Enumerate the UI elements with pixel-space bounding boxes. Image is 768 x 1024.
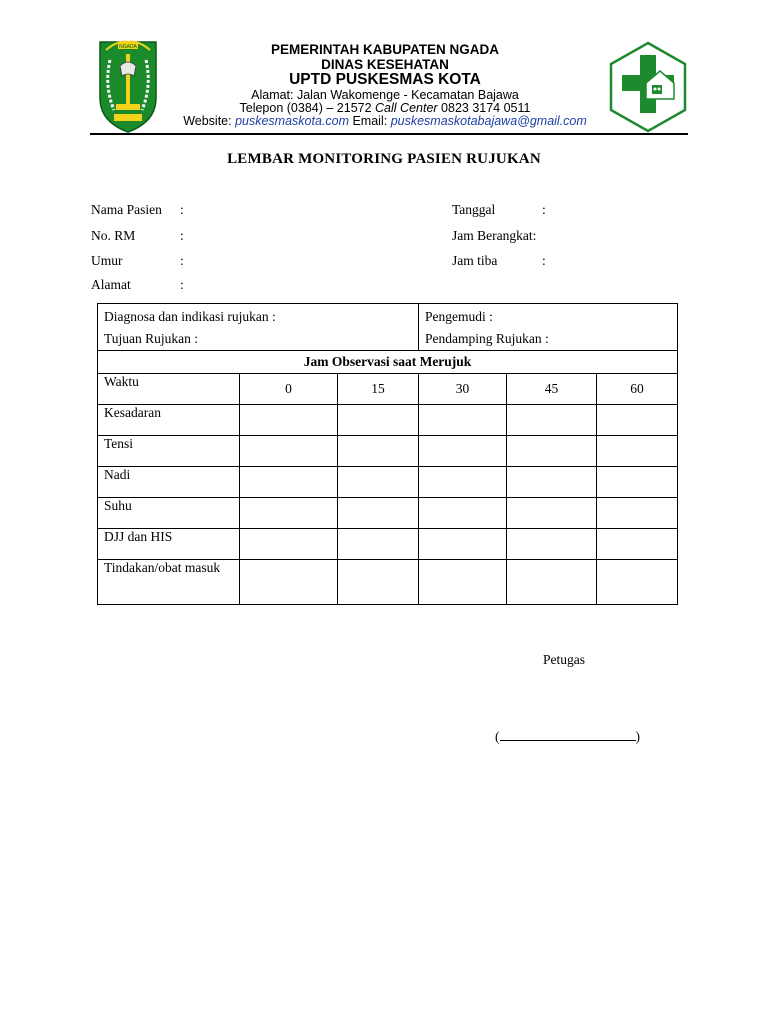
row-label-kesadaran: Kesadaran — [98, 405, 240, 436]
table-row — [98, 529, 678, 560]
row-label-tindakan: Tindakan/obat masuk — [98, 560, 240, 605]
time-45: 45 — [507, 374, 597, 405]
website-link[interactable]: puskesmaskota.com — [235, 114, 349, 128]
input-cell[interactable] — [597, 529, 678, 560]
table-row — [98, 436, 678, 467]
input-cell[interactable] — [419, 436, 507, 467]
field-jam-berangkat: Jam Berangkat: — [452, 228, 537, 243]
input-cell[interactable] — [338, 405, 419, 436]
table-row — [98, 304, 678, 351]
table-row — [98, 498, 678, 529]
input-cell[interactable] — [338, 560, 419, 605]
header-address: Alamat: Jalan Wakomenge - Kecamatan Bajawa — [251, 88, 519, 102]
input-cell[interactable] — [507, 560, 597, 605]
time-30: 30 — [419, 374, 507, 405]
input-cell[interactable] — [419, 560, 507, 605]
input-cell[interactable] — [240, 436, 338, 467]
colon: : — [180, 253, 184, 268]
close-paren: ) — [635, 729, 640, 744]
diagnosa-label: Diagnosa dan indikasi rujukan : — [104, 309, 276, 324]
row-label-tensi: Tensi — [98, 436, 240, 467]
table-row — [98, 467, 678, 498]
diagnosa-cell[interactable] — [98, 304, 419, 351]
time-0: 0 — [240, 374, 338, 405]
waktu-label: Waktu — [98, 374, 240, 405]
input-cell[interactable] — [597, 498, 678, 529]
field-umur: Umur — [91, 253, 123, 268]
colon: : — [542, 253, 546, 268]
row-label-djj: DJJ dan HIS — [98, 529, 240, 560]
pendamping-label: Pendamping Rujukan : — [425, 331, 549, 346]
petugas-label: Petugas — [543, 652, 585, 667]
header-web — [170, 115, 600, 128]
monitoring-table — [97, 303, 678, 605]
logo-text: NGADA — [119, 44, 137, 50]
input-cell[interactable] — [240, 498, 338, 529]
input-cell[interactable] — [419, 405, 507, 436]
open-paren: ( — [495, 729, 500, 744]
field-no-rm: No. RM — [91, 228, 136, 243]
field-jam-tiba: Jam tiba — [452, 253, 498, 268]
input-cell[interactable] — [597, 436, 678, 467]
email-link[interactable]: puskesmaskotabajawa@gmail.com — [390, 114, 587, 128]
table-row — [98, 351, 678, 374]
time-60: 60 — [597, 374, 678, 405]
input-cell[interactable] — [507, 467, 597, 498]
header-line3: UPTD PUSKESMAS KOTA — [289, 71, 481, 88]
email-label: Email: — [349, 114, 391, 128]
row-label-nadi: Nadi — [98, 467, 240, 498]
input-cell[interactable] — [338, 467, 419, 498]
website-label: Website: — [183, 114, 236, 128]
call-center-number: 0823 3174 0511 — [437, 101, 531, 115]
pengemudi-cell[interactable] — [419, 304, 678, 351]
page-title: LEMBAR MONITORING PASIEN RUJUKAN — [227, 151, 541, 167]
colon: : — [180, 202, 184, 217]
call-center-label: Call Center — [375, 101, 438, 115]
input-cell[interactable] — [597, 405, 678, 436]
input-cell[interactable] — [507, 405, 597, 436]
signature-line[interactable] — [495, 728, 640, 745]
time-15: 15 — [338, 374, 419, 405]
colon: : — [542, 202, 546, 217]
input-cell[interactable] — [507, 498, 597, 529]
input-cell[interactable] — [338, 529, 419, 560]
observasi-header: Jam Observasi saat Merujuk — [98, 351, 678, 374]
colon: : — [180, 228, 184, 243]
table-row — [98, 560, 678, 605]
field-tanggal: Tanggal — [452, 202, 496, 217]
puskesmas-logo — [608, 41, 688, 133]
table-row — [98, 405, 678, 436]
input-cell[interactable] — [507, 436, 597, 467]
header-divider — [90, 133, 688, 135]
field-nama-pasien: Nama Pasien — [91, 202, 162, 217]
header-phone — [170, 102, 600, 115]
input-cell[interactable] — [338, 436, 419, 467]
input-cell[interactable] — [507, 529, 597, 560]
input-cell[interactable] — [419, 498, 507, 529]
header-line2: DINAS KESEHATAN — [321, 57, 449, 72]
input-cell[interactable] — [597, 467, 678, 498]
input-cell[interactable] — [419, 467, 507, 498]
input-cell[interactable] — [240, 467, 338, 498]
tujuan-label: Tujuan Rujukan : — [104, 331, 199, 346]
input-cell[interactable] — [597, 560, 678, 605]
input-cell[interactable] — [338, 498, 419, 529]
pengemudi-label: Pengemudi : — [425, 309, 493, 324]
input-cell[interactable] — [240, 560, 338, 605]
signature-blank[interactable] — [500, 728, 636, 741]
phone-prefix: Telepon (0384) – 21572 — [239, 101, 376, 115]
input-cell[interactable] — [240, 405, 338, 436]
input-cell[interactable] — [240, 529, 338, 560]
input-cell[interactable] — [419, 529, 507, 560]
row-label-suhu: Suhu — [98, 498, 240, 529]
colon: : — [180, 277, 184, 292]
field-alamat: Alamat — [91, 277, 131, 292]
header-line1: PEMERINTAH KABUPATEN NGADA — [271, 42, 499, 57]
kabupaten-ngada-logo — [96, 36, 160, 134]
table-row — [98, 374, 678, 405]
